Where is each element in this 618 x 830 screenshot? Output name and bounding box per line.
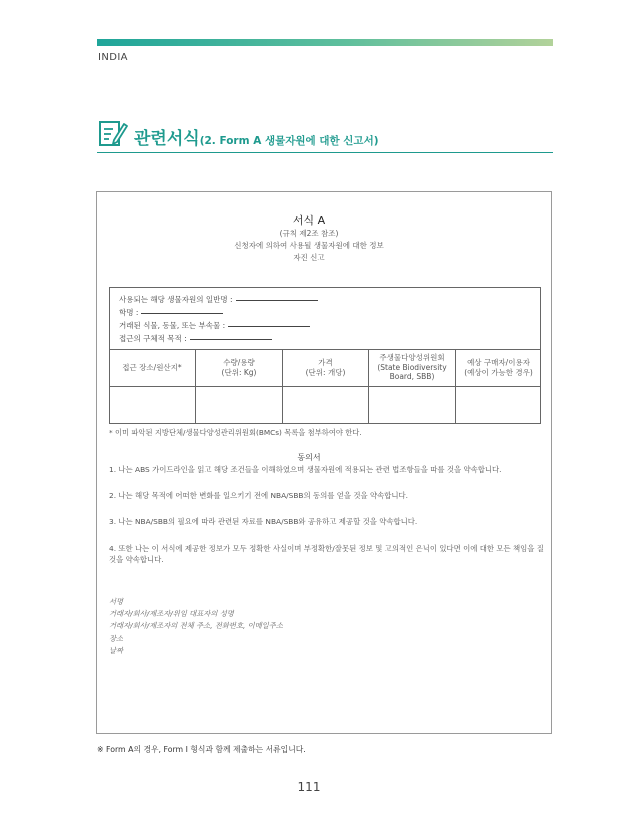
consent-item: 1. 나는 ABS 가이드라인을 읽고 해당 조건들을 이해하였으며 생물자원에 적용되는 관련 법조항들을 따를 것을 약속합니다. [109, 465, 502, 474]
page-number: 111 [297, 780, 321, 794]
blank-line [228, 326, 310, 327]
column-label: 주생물다양성위원회 (State Biodiversity Board, SBB) [377, 352, 447, 382]
contact-info-label: 거래자/회사/제조자의 전체 주소, 전화번호, 이메일주소 [109, 621, 283, 630]
section-divider [97, 152, 553, 153]
field-label: 학명 : [119, 308, 139, 317]
consent-title: 동의서 [297, 453, 321, 462]
consent-item: 4. 또한 나는 이 서식에 제공한 정보가 모두 정확한 사실이며 부정확한/잘못된 정보 및 고의적인 은닉이 있다면 이에 대한 모든 책임을 질 것을 약속합니다. [109, 544, 544, 565]
form-disclosure: 자진 신고 [293, 253, 325, 262]
representative-name-label: 거래자/회사/제조자/위임 대표자의 성명 [109, 609, 234, 618]
form-rule-reference: (규칙 제2조 참조) [279, 229, 339, 238]
blank-line [236, 300, 318, 301]
form-edit-icon [98, 118, 128, 148]
section-subtitle: (2. Form A 생물자원에 대한 신고서) [199, 135, 379, 147]
section-title-main: 관련서식 [134, 129, 200, 149]
form-title: 서식 A [292, 214, 326, 227]
consent-item: 2. 나는 해당 목적에 어떠한 변화를 일으키기 전에 NBA/SBB의 동의를 얻을 것을 약속합니다. [109, 491, 409, 500]
column-header-origin [109, 349, 195, 386]
table-divider [109, 386, 541, 387]
field-purpose [119, 333, 272, 344]
column-label: 수량/용량 (단위: Kg) [221, 357, 257, 377]
field-label: 거래된 식물, 동물, 또는 부속물 : [119, 321, 226, 330]
place-label: 장소 [109, 634, 124, 643]
blank-line [141, 313, 223, 314]
field-label: 접근의 구체적 목적 : [119, 334, 187, 343]
bmc-note: * 이미 파악된 지방단체/생물다양성관리위원회(BMCs) 목록을 첨부하여야 한다. [109, 428, 362, 437]
form-description: 신청자에 의하여 사용될 생물자원에 대한 정보 [234, 241, 384, 250]
section-title [134, 124, 379, 149]
column-label: 접근 장소/원산지* [122, 362, 182, 372]
country-label: INDIA [98, 52, 128, 63]
field-traded-item [119, 320, 310, 331]
blank-line [190, 339, 272, 340]
column-header-price [283, 349, 368, 386]
date-label: 날짜 [109, 646, 124, 655]
column-label: 예상 구매자/이용자 (예상이 가능한 경우) [464, 357, 533, 377]
footnote: ※ Form A의 경우, Form Ⅰ 형식과 함께 제출하는 서류입니다. [97, 745, 306, 754]
field-scientific-name [119, 307, 223, 318]
consent-item: 3. 나는 NBA/SBB의 필요에 따라 관련된 자료를 NBA/SBB와 공유하고 제공할 것을 약속합니다. [109, 517, 418, 526]
field-common-name [119, 294, 318, 305]
field-label: 사용되는 해당 생물자원의 일반명 : [119, 295, 233, 304]
column-header-sbb [369, 349, 455, 386]
column-header-buyer [456, 349, 541, 386]
column-header-quantity [196, 349, 282, 386]
column-label: 가격 (단위: 개당) [305, 357, 346, 377]
header-accent-bar [97, 39, 553, 46]
signature-label: 서명 [109, 597, 124, 606]
